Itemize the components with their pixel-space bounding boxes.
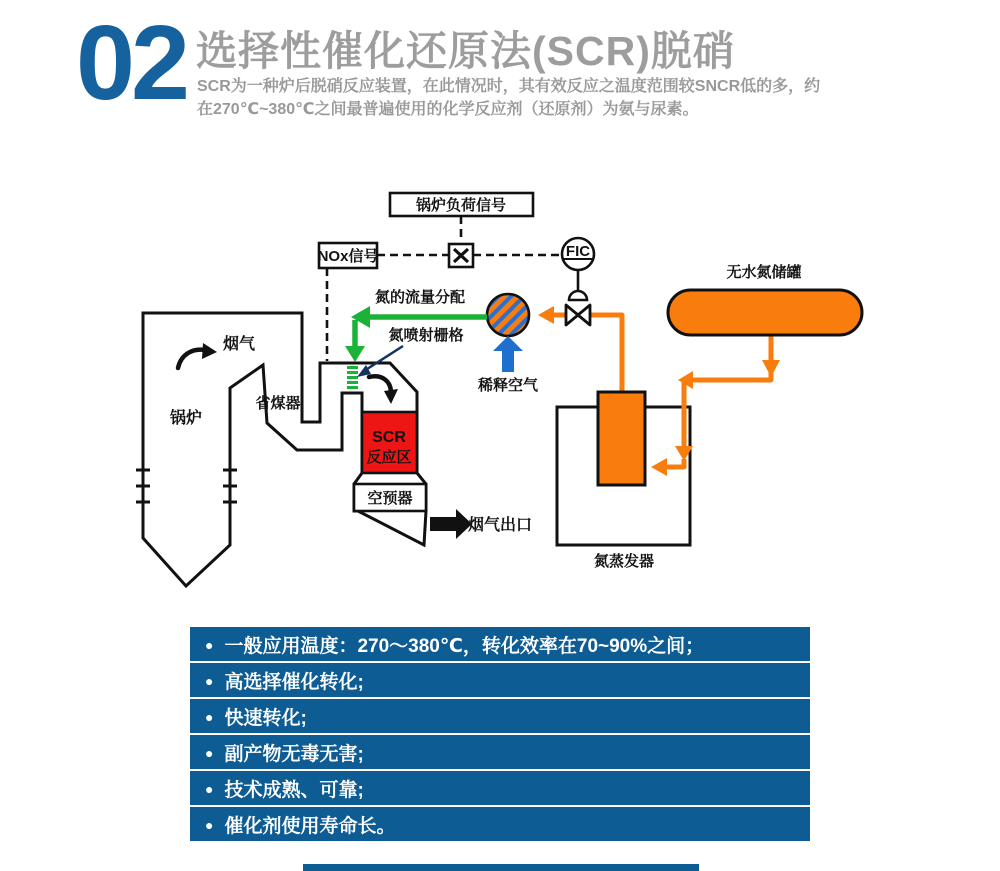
flue-gas-label: 烟气 — [222, 336, 256, 353]
section-number: 02 — [76, 4, 186, 122]
scr-label-line2: 反应区 — [366, 449, 412, 466]
dilution-air-label: 稀释空气 — [477, 377, 539, 394]
bullet-icon: ● — [205, 637, 214, 653]
bullet-icon: ● — [205, 817, 214, 833]
evaporator-label: 氮蒸发器 — [593, 553, 655, 570]
page-title: 选择性催化还原法(SCR)脱硝 — [196, 28, 735, 74]
economizer-label: 省煤器 — [255, 395, 301, 412]
fic-label: FIC — [565, 243, 591, 260]
feature-text-4: 副产物无毒无害; — [224, 743, 364, 765]
scr-label-line1: SCR — [372, 429, 406, 446]
boiler-label: 锅炉 — [169, 410, 203, 427]
subtitle-line-1: SCR为一种炉后脱硝反应装置，在此情况时，其有效反应之温度范围较SNCR低的多，约 — [197, 78, 821, 95]
nox-signal-label: NOx信号 — [317, 248, 379, 265]
boiler-wall-ticks — [136, 470, 237, 502]
boiler-load-signal-label: 锅炉负荷信号 — [415, 197, 507, 214]
injection-grid-dashes — [347, 366, 358, 389]
feature-text-2: 高选择催化转化; — [224, 671, 364, 693]
valve-actuator-icon — [569, 291, 587, 300]
subtitle-line-2: 在270℃~380℃之间最普遍使用的化学反应剂（还原剂）为氨与尿素。 — [197, 100, 699, 118]
feature-item-2 — [190, 663, 810, 697]
flue-flow-arrow-duct-head — [384, 389, 398, 404]
feature-item-6 — [190, 807, 810, 841]
next-section-bar-partial — [303, 864, 699, 871]
air-preheater-label: 空预器 — [367, 490, 413, 507]
feature-text-1: 一般应用温度：270～380℃，转化效率在70~90%之间； — [224, 635, 705, 657]
feature-text-6: 催化剂使用寿命长。 — [224, 815, 396, 837]
flue-gas-outlet-arrow — [430, 509, 472, 539]
bullet-icon: ● — [205, 673, 214, 689]
flow-distribution-label: 氮的流量分配 — [374, 289, 466, 306]
control-valve-icon — [566, 305, 590, 325]
feature-list — [190, 627, 810, 841]
dilution-air-arrow — [493, 336, 523, 372]
feature-text-5: 技术成熟、可靠; — [224, 779, 364, 801]
bullet-icon: ● — [205, 745, 214, 761]
bullet-icon: ● — [205, 709, 214, 725]
feature-item-3 — [190, 699, 810, 733]
ammonia-tank — [668, 290, 862, 335]
feature-item-1 — [190, 627, 810, 661]
evaporator-canister — [598, 392, 645, 485]
mixer — [487, 294, 529, 336]
bullet-icon: ● — [205, 781, 214, 797]
feature-item-5 — [190, 771, 810, 805]
flue-flow-arrow-furnace — [178, 350, 205, 368]
feature-item-4 — [190, 735, 810, 769]
flue-gas-outlet-label: 烟气出口 — [467, 517, 533, 534]
injection-grid-label: 氮喷射栅格 — [388, 327, 464, 344]
flue-flow-arrow-furnace-head — [202, 343, 217, 359]
ammonia-tank-label: 无水氮储罐 — [726, 264, 802, 281]
feature-text-3: 快速转化; — [224, 707, 307, 729]
